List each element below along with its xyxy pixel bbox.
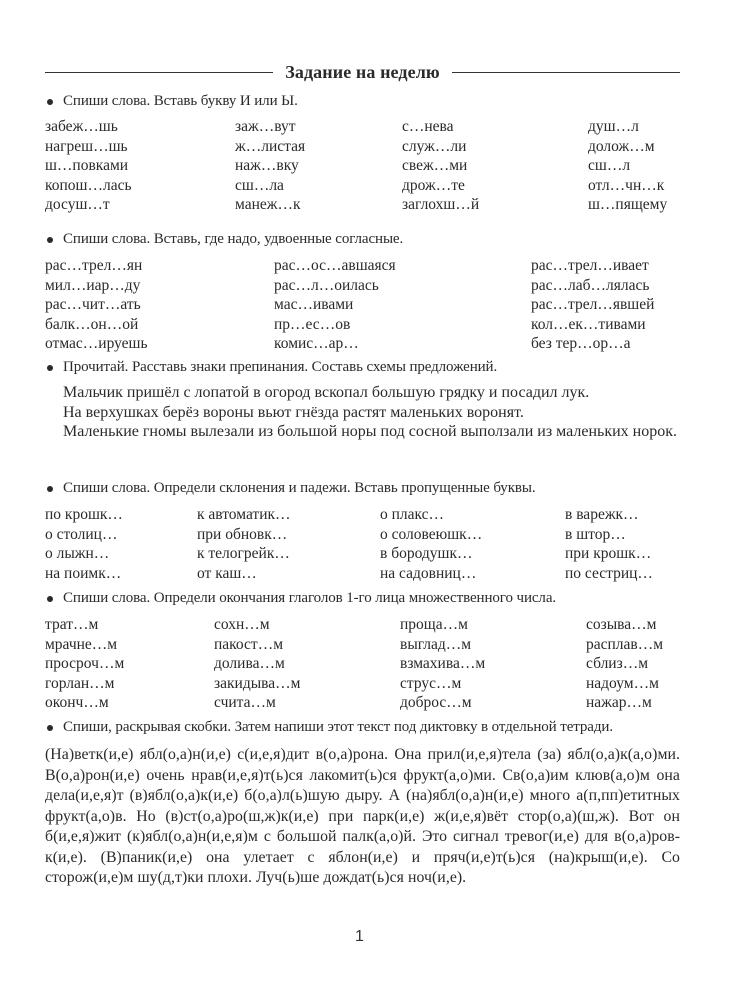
word-cell: надоум…м xyxy=(586,674,659,692)
word-cell: отл…чн…к xyxy=(588,176,665,194)
word-cell: о соловеюшк… xyxy=(380,525,483,543)
word-cell: сохн…м xyxy=(214,616,270,633)
word-cell: рас…ос…авшаяся xyxy=(274,257,396,274)
word-cell: по сестриц… xyxy=(565,564,653,582)
word-cell: заж…вут xyxy=(235,118,296,135)
word-cell: выглад…м xyxy=(400,635,472,653)
task-6 xyxy=(45,718,680,889)
bullet-icon xyxy=(47,99,53,105)
word-cell: рас…трел…ивает xyxy=(531,257,649,274)
word-cell: горлан…м xyxy=(45,674,115,692)
word-cell: сш…ла xyxy=(235,176,284,194)
word-cell: ж…листая xyxy=(235,137,306,155)
word-cell: в бородушк… xyxy=(380,545,473,562)
header-rule-right xyxy=(452,72,680,73)
word-cell: балк…он…ой xyxy=(45,315,139,333)
sentences xyxy=(45,383,680,442)
word-cell: нагреш…шь xyxy=(45,137,128,155)
word-cell: наж…вку xyxy=(235,157,299,174)
page-title: Задание на неделю xyxy=(285,61,440,82)
word-cell: долож…м xyxy=(588,137,655,155)
word-cell: к автоматик… xyxy=(197,506,291,523)
word-cell: проща…м xyxy=(400,616,468,633)
word-cell: счита…м xyxy=(214,694,276,711)
word-cell: мил…иар…ду xyxy=(45,276,141,294)
word-cell: просроч…м xyxy=(45,655,125,672)
task-instruction xyxy=(45,230,680,249)
bullet-icon xyxy=(47,486,53,492)
sentence: На верхушках берёз вороны вьют гнёзда растят маленьких воронят. xyxy=(63,403,524,421)
word-cell: о лыжн… xyxy=(45,545,110,562)
word-cell: мас…ивами xyxy=(274,296,354,313)
header-rule-left xyxy=(45,72,273,73)
instruction-text: Прочитай. Расставь знаки препинания. Составь схемы предложений. xyxy=(63,359,498,375)
word-cell: рас…чит…ать xyxy=(45,296,141,313)
word-cell: копош…лась xyxy=(45,176,132,194)
instruction-text: Спиши слова. Вставь, где надо, удвоенные согласные. xyxy=(63,231,404,247)
word-cell: кол…ек…тивами xyxy=(531,315,646,333)
word-cell: в варежк… xyxy=(565,506,639,523)
word-cell: в штор… xyxy=(565,525,626,543)
task-3 xyxy=(45,358,680,442)
page-header xyxy=(45,58,680,86)
word-cell: служ…ли xyxy=(402,137,467,155)
word-cell: доброс…м xyxy=(400,694,472,711)
word-grid xyxy=(45,117,680,215)
word-cell: мрачне…м xyxy=(45,635,118,653)
instruction-text: Спиши слова. Определи склонения и падежи. Вставь пропущенные буквы. xyxy=(63,480,536,496)
word-grid xyxy=(45,256,680,354)
word-cell: манеж…к xyxy=(235,196,301,213)
word-cell: свеж…ми xyxy=(402,157,468,174)
instruction-text: Спиши, раскрывая скобки. Затем напиши этот текст под диктовку в отдельной тетради. xyxy=(63,719,613,735)
word-cell: пр…ес…ов xyxy=(274,315,351,333)
sentence: Мальчик пришёл с лопатой в огород вскопал большую грядку и посадил лук. xyxy=(63,384,590,401)
dictation-text: (На)ветк(и,е) ябл(о,а)н(и,е) с(и,е,я)дит в(о,а)рона. Она прил(и,е,я)тела (за) ябл(о,а)к(а,о)ми. В(о,а)рон(и,е) очень нрав(и,е,я)т(ь)ся лакомит(ь)ся фрукт(а,о)ми. Св(о,а)им клюв(а,о)м она дела(и,е,я)т (в)ябл(о,а)к(и,е) б(о,а)л(ь)шую дыру. А (на)ябл(о,а)н(и,е) много а(п,пп)етитных фрукт(а,о)в. Но (в)ст(о,а)ро(ш,ж)к(и,е) при парк(и,е) ж(и,е,я)вёт стор(о,а)(ш,ж). Вот он б(и,е,я)жит (к)ябл(о,а)н(и,е,я)м с большой палк(а,о)й. Это сигнал тревог(и,е) для в(о,а)ровк(и,е). (В)паник(и,е) она улетает с яблон(и,е) и пряч(и,е)т(ь)ся (на)крыш(и,е). Со сторож(и,е)м шу(д,т)ки плохи. Луч(ь)ше дождат(ь)ся ноч(и,е). xyxy=(45,746,680,886)
word-cell: с…нева xyxy=(402,118,454,135)
word-cell: трат…м xyxy=(45,616,99,633)
word-cell: рас…трел…явшей xyxy=(531,296,655,313)
word-cell: на садовниц… xyxy=(380,564,477,582)
instruction-text: Спиши слова. Вставь букву И или Ы. xyxy=(63,93,298,109)
bullet-icon xyxy=(47,725,53,731)
word-cell: о столиц… xyxy=(45,525,118,543)
task-2 xyxy=(45,230,680,354)
sentence: Маленькие гномы вылезали из большой норы под сосной выползали из маленьких норок. xyxy=(63,423,678,440)
bullet-icon xyxy=(47,596,53,602)
word-cell: струс…м xyxy=(400,674,462,692)
word-cell: закидыва…м xyxy=(214,674,301,692)
task-instruction xyxy=(45,479,680,498)
page-number: 1 xyxy=(355,928,364,945)
word-cell: сш…л xyxy=(588,157,631,174)
word-cell: к телогрейк… xyxy=(197,545,290,562)
word-cell: заглохш…й xyxy=(402,196,480,213)
word-cell: дрож…те xyxy=(402,176,465,194)
word-cell: оконч…м xyxy=(45,694,109,711)
word-cell: созыва…м xyxy=(586,616,657,633)
instruction-text: Спиши слова. Определи окончания глаголов 1-го лица множественного числа. xyxy=(63,590,557,606)
word-cell: душ…л xyxy=(588,118,639,135)
word-cell: комис…ар… xyxy=(274,335,359,352)
word-cell: о плакс… xyxy=(380,506,445,523)
task-instruction xyxy=(45,589,680,608)
word-cell: отмас…ируешь xyxy=(45,335,148,352)
task-instruction xyxy=(45,358,680,377)
word-grid xyxy=(45,505,680,583)
task-instruction xyxy=(45,92,680,111)
task-instruction xyxy=(45,718,680,737)
word-cell: рас…л…оилась xyxy=(274,276,379,294)
word-cell: при крошк… xyxy=(565,545,652,562)
word-cell: без тер…ор…а xyxy=(531,335,631,352)
word-cell: ш…пящему xyxy=(588,196,668,213)
bullet-icon xyxy=(47,365,53,371)
word-cell: ш…повками xyxy=(45,157,129,174)
word-cell: при обновк… xyxy=(197,525,288,543)
word-cell: рас…трел…ян xyxy=(45,257,143,274)
word-cell: досуш…т xyxy=(45,196,110,213)
word-cell: от каш… xyxy=(197,564,257,582)
word-cell: сблиз…м xyxy=(586,655,649,672)
word-cell: рас…лаб…лялась xyxy=(531,276,650,294)
word-cell: взмахива…м xyxy=(400,655,486,672)
word-cell: на поимк… xyxy=(45,564,122,582)
task-1 xyxy=(45,92,680,215)
word-cell: долива…м xyxy=(214,655,285,672)
word-cell: по крошк… xyxy=(45,506,123,523)
task-4 xyxy=(45,479,680,583)
word-cell: пакост…м xyxy=(214,635,284,653)
word-cell: расплав…м xyxy=(586,635,664,653)
word-grid xyxy=(45,615,680,713)
word-cell: нажар…м xyxy=(586,694,652,711)
task-5 xyxy=(45,589,680,713)
bullet-icon xyxy=(47,237,53,243)
word-cell: забеж…шь xyxy=(45,118,118,135)
